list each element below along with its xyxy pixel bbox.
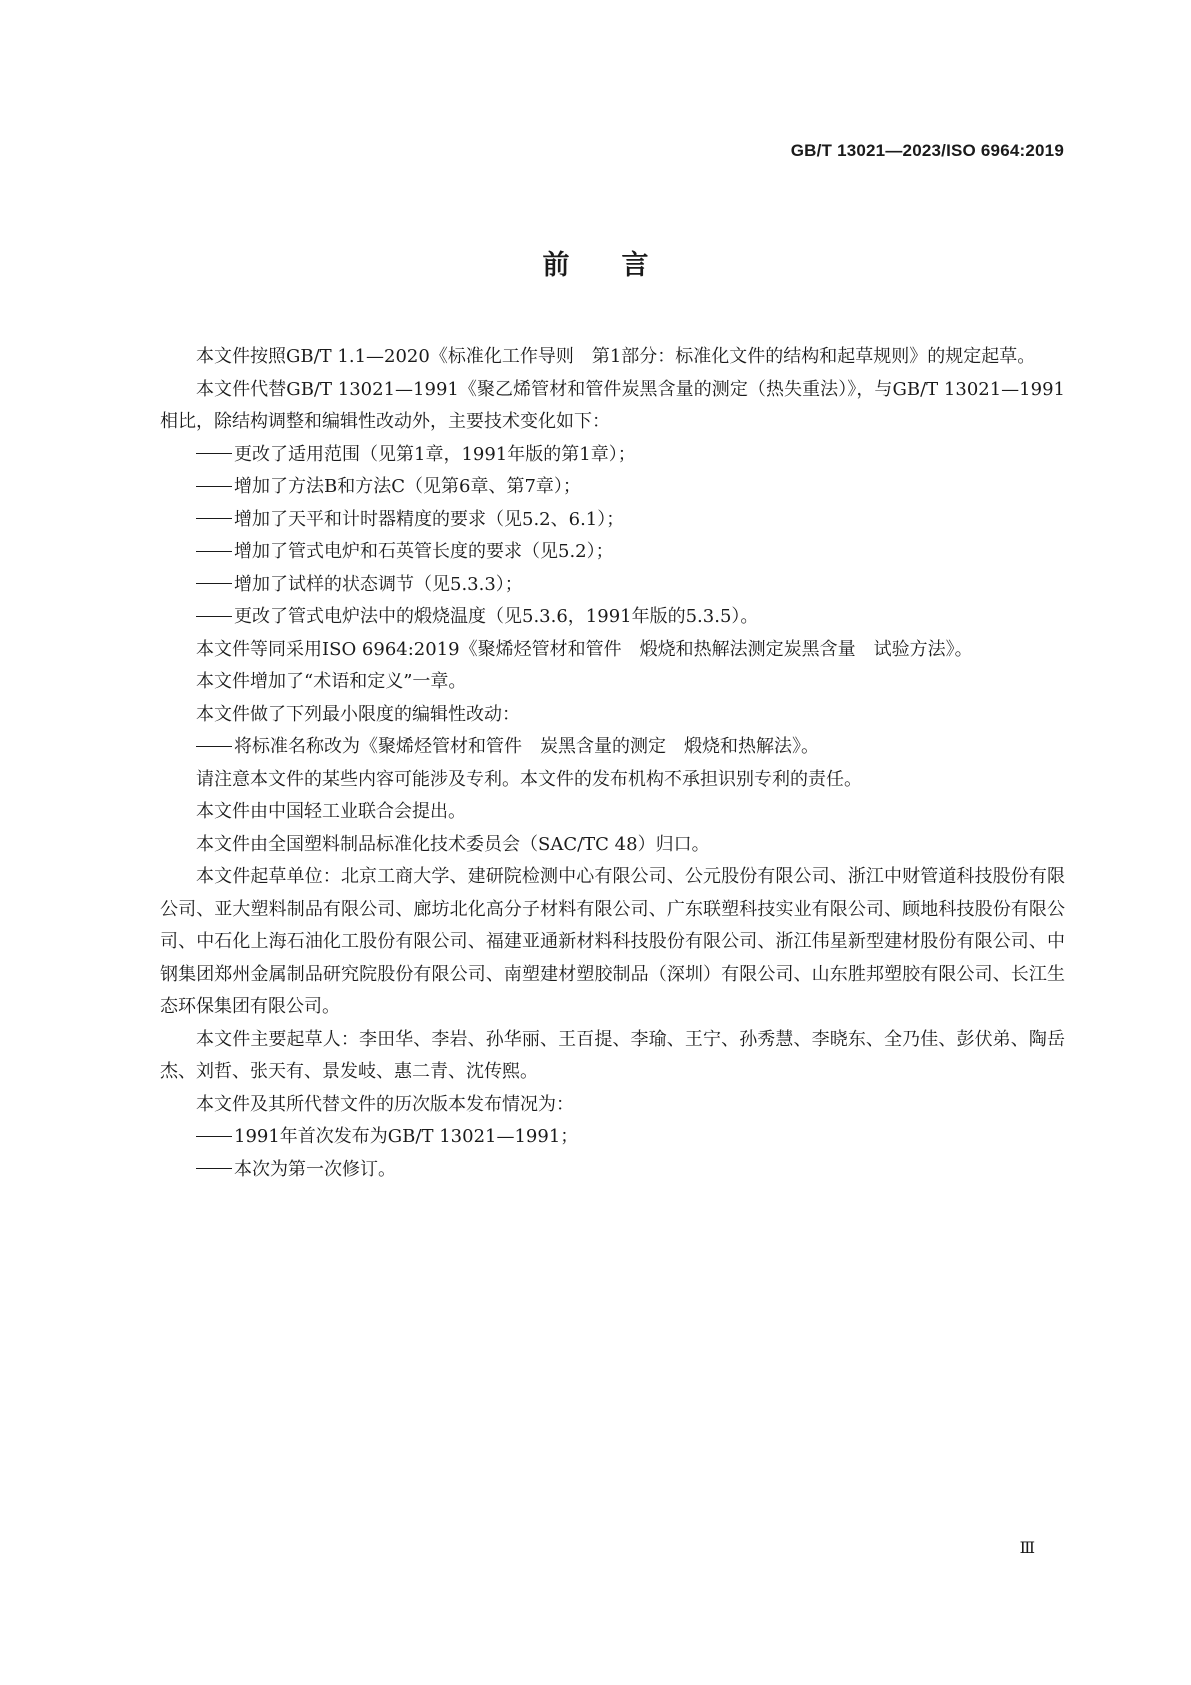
- paragraph-technical-committee: 本文件由全国塑料制品标准化技术委员会（SAC/TC 48）归口。: [196, 833, 710, 855]
- list-item: [160, 471, 1065, 504]
- dash-mark: [196, 453, 232, 454]
- paragraph-proposer: 本文件由中国轻工业联合会提出。: [196, 801, 466, 822]
- paragraph-drafting-rules: 本文件按照GB/T 1.1—2020《标准化工作导则 第1部分：标准化文件的结构和起草规则》的规定起草。: [196, 346, 1036, 367]
- paragraph-drafting-units: 本文件起草单位：北京工商大学、建研院检测中心有限公司、公元股份有限公司、浙江中财管道科技股份有限公司、亚大塑料制品有限公司、廊坊北化高分子材料有限公司、广东联塑科技实业有限公司、顾地科技股份有限公司、中石化上海石油化工股份有限公司、福建亚通新材料科技股份有限公司、浙江伟星新型建材股份有限公司、中钢集团郑州金属制品研究院股份有限公司、南塑建材塑胶制品（深圳）有限公司、山东胜邦塑胶有限公司、长江生态环保集团有限公司。: [160, 866, 1065, 1017]
- list-item-text: 增加了方法B和方法C（见第6章、第7章）；: [234, 476, 581, 497]
- list-item: [160, 504, 1065, 537]
- dash-mark: [196, 583, 232, 584]
- paragraph-replacement: 本文件代替GB/T 13021—1991《聚乙烯管材和管件炭黑含量的测定（热失重法）》，与GB/T 13021—1991相比，除结构调整和编辑性改动外，主要技术变化如下：: [160, 378, 1065, 432]
- list-item-text: 将标准名称改为《聚烯烃管材和管件 炭黑含量的测定 煅烧和热解法》。: [234, 736, 819, 757]
- list-item-text: 本次为第一次修订。: [234, 1158, 396, 1180]
- list-item: [160, 601, 1065, 634]
- dash-mark: [196, 518, 232, 519]
- paragraph-adoption: 本文件等同采用ISO 6964:2019《聚烯烃管材和管件 煅烧和热解法测定炭黑含量 试验方法》。: [196, 638, 973, 660]
- page-number: Ⅲ: [1019, 1538, 1035, 1557]
- dash-mark: [196, 616, 232, 617]
- list-item-text: 增加了试样的状态调节（见5.3.3）；: [234, 573, 523, 595]
- list-item: [160, 536, 1065, 569]
- page-title: 前言: [542, 250, 701, 281]
- list-item-text: 1991年首次发布为GB/T 13021—1991；: [234, 1126, 579, 1147]
- list-item-text: 更改了管式电炉法中的煅烧温度（见5.3.6，1991年版的5.3.5）。: [234, 606, 759, 627]
- paragraph-drafters: 本文件主要起草人：李田华、李岩、孙华丽、王百提、李瑜、王宁、孙秀慧、李晓东、全乃佳、彭伏弟、陶岳杰、刘哲、张天有、景发岐、惠二青、沈传熙。: [160, 1028, 1065, 1082]
- standard-code: GB/T 13021—2023/ISO 6964:2019: [790, 141, 1064, 160]
- list-item-text: 更改了适用范围（见第1章，1991年版的第1章）；: [234, 443, 636, 465]
- list-item: [160, 1154, 1065, 1187]
- paragraph-patent-notice: 请注意本文件的某些内容可能涉及专利。本文件的发布机构不承担识别专利的责任。: [196, 768, 862, 790]
- paragraph-version-history: 本文件及其所代替文件的历次版本发布情况为：: [196, 1093, 574, 1115]
- paragraph-added-chapter: 本文件增加了“术语和定义”一章。: [196, 671, 467, 692]
- list-item-text: 增加了天平和计时器精度的要求（见5.2、6.1）；: [234, 508, 625, 530]
- dash-mark: [196, 1168, 232, 1169]
- dash-mark: [196, 486, 232, 487]
- list-item: [160, 1121, 1065, 1154]
- list-item: [160, 439, 1065, 472]
- dash-mark: [196, 551, 232, 552]
- list-item: [160, 569, 1065, 602]
- paragraph-editorial-changes: 本文件做了下列最小限度的编辑性改动：: [196, 703, 520, 725]
- document-body: [160, 341, 1065, 1186]
- list-item-text: 增加了管式电炉和石英管长度的要求（见5.2）；: [234, 541, 614, 562]
- dash-mark: [196, 1136, 232, 1137]
- dash-mark: [196, 746, 232, 747]
- list-item: [160, 731, 1065, 764]
